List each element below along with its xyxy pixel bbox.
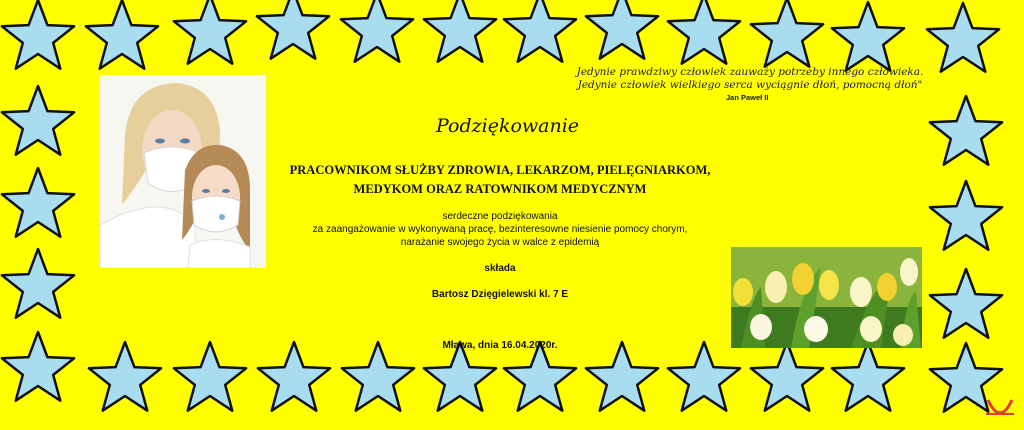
- star-icon: [668, 0, 740, 64]
- star-icon: [341, 0, 413, 62]
- star-icon: [668, 342, 740, 411]
- star-icon: [257, 0, 329, 59]
- certificate-title: Podziękowanie: [436, 115, 580, 137]
- star-icon: [342, 342, 414, 411]
- star-icon: [586, 0, 658, 59]
- recipients-line-1: PRACOWNIKOM SŁUŻBY ZDROWIA, LEKARZOM, PIELĘGNIARKOM,: [289, 163, 711, 177]
- star-icon: [2, 168, 74, 237]
- quote-line-1: Jedynie prawdziwy człowiek zauważy potrzeby innego człowieka.: [576, 66, 924, 78]
- star-icon: [258, 342, 330, 411]
- tulips-photo: [731, 247, 922, 348]
- star-icon: [504, 342, 576, 411]
- star-icon: [89, 342, 161, 411]
- message-line-2: za zaangażowanie w wykonywaną pracę, bezinteresowne niesienie pomocy chorym,: [312, 224, 688, 235]
- signature: Bartosz Dzięgielewski kl. 7 E: [431, 289, 569, 300]
- star-icon: [751, 342, 823, 411]
- star-icon: [930, 181, 1002, 250]
- message-line-1: serdeczne podziękowania: [442, 211, 558, 222]
- quote: [520, 66, 980, 92]
- star-icon: [86, 0, 158, 69]
- star-icon: [2, 249, 74, 318]
- star-icon: [504, 0, 576, 62]
- star-icon: [927, 3, 999, 72]
- message-line-3: narażanie swojego życia w walce z epidemią: [400, 237, 600, 248]
- smile-icon: [982, 396, 1018, 420]
- star-icon: [424, 0, 496, 62]
- star-icon: [174, 0, 246, 64]
- gives-label: składa: [484, 263, 516, 274]
- star-icon: [2, 86, 74, 155]
- recipients-line-2: MEDYKOM ORAZ RATOWNIKOM MEDYCZNYM: [353, 182, 647, 196]
- star-icon: [2, 332, 74, 401]
- star-icon: [424, 342, 496, 411]
- star-icon: [930, 269, 1002, 338]
- star-icon: [832, 2, 904, 71]
- quote-author: Jan Paweł II: [726, 93, 769, 102]
- star-icon: [174, 342, 246, 411]
- quote-line-2: Jedynie człowiek wielkiego serca wyciągnie dłoń, pomocną dłoń": [577, 79, 923, 91]
- mother-daughter-masks-photo: [100, 75, 266, 268]
- star-icon: [751, 0, 823, 67]
- star-icon: [586, 342, 658, 411]
- star-icon: [832, 342, 904, 411]
- star-icon: [930, 96, 1002, 165]
- place-date: Mława, dnia 16.04.2020r.: [442, 340, 558, 351]
- star-icon: [2, 0, 74, 69]
